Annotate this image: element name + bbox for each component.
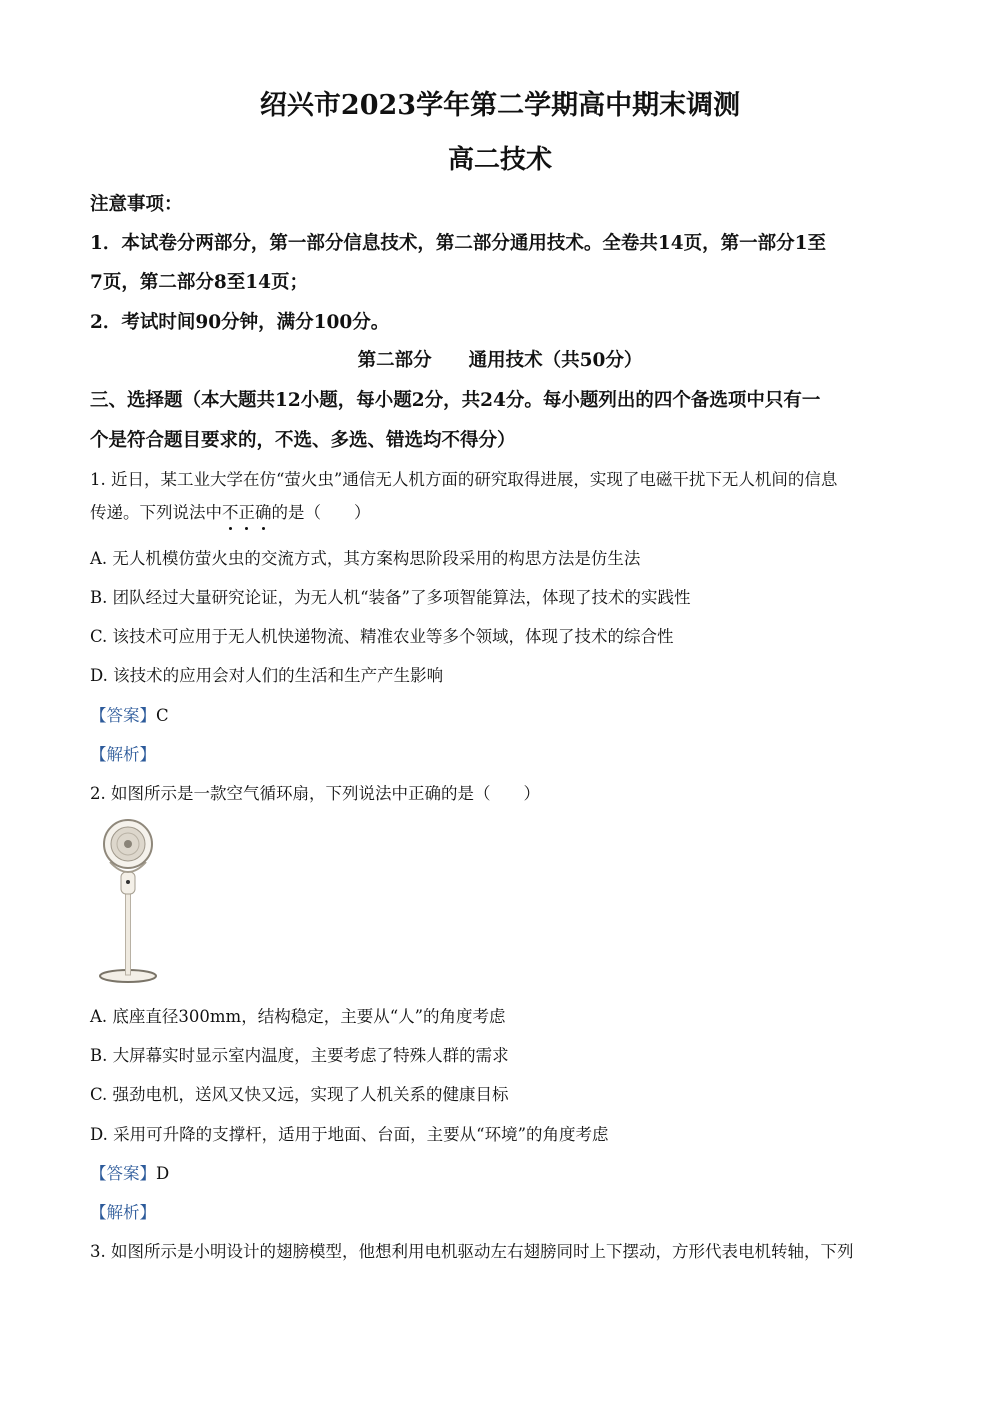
question-1-option-b: B. 团队经过大量研究论证，为无人机“装备”了多项智能算法，体现了技术的实践性 bbox=[90, 588, 691, 607]
exam-subtitle: 高二技术 bbox=[447, 145, 552, 175]
answer-label: 【答案】 bbox=[90, 1164, 156, 1183]
question-1-answer bbox=[90, 702, 908, 726]
question-2-stem: 2. 如图所示是一款空气循环扇，下列说法中正确的是（ ） bbox=[90, 784, 540, 803]
air-circulator-fan-image bbox=[96, 818, 160, 984]
section-three-line-2: 个是符合题目要求的，不选、多选、错选均不得分） bbox=[90, 430, 516, 451]
answer-value: D bbox=[156, 1164, 170, 1183]
notice-item-2: 2．考试时间90分钟，满分100分。 bbox=[90, 312, 390, 333]
emphasis-char: 不 bbox=[222, 503, 239, 522]
question-3-stem: 3. 如图所示是小明设计的翅膀模型，他想利用电机驱动左右翅膀同时上下摆动，方形代表电机转轴，下列 bbox=[90, 1242, 854, 1261]
question-1-analysis-label: 【解析】 bbox=[90, 745, 156, 764]
emphasis-char: 正 bbox=[238, 503, 255, 522]
answer-label: 【答案】 bbox=[90, 706, 156, 725]
question-2-answer bbox=[90, 1160, 908, 1184]
question-2-option-b: B. 大屏幕实时显示室内温度，主要考虑了特殊人群的需求 bbox=[90, 1046, 509, 1065]
question-1-stem-line-2 bbox=[90, 499, 908, 523]
question-2-analysis-label: 【解析】 bbox=[90, 1203, 156, 1222]
part-two-heading: 第二部分 通用技术（共50分） bbox=[357, 350, 643, 371]
notice-item-1-line-1: 1．本试卷分两部分，第一部分信息技术，第二部分通用技术。全卷共14页，第一部分1至 bbox=[90, 233, 826, 254]
emphasis-char: 确 bbox=[255, 503, 272, 522]
answer-value: C bbox=[156, 706, 169, 725]
question-1-option-d: D. 该技术的应用会对人们的生活和生产产生影响 bbox=[90, 666, 444, 685]
question-2-option-c: C. 强劲电机，送风又快又远，实现了人机关系的健康目标 bbox=[90, 1085, 509, 1104]
question-1-option-c: C. 该技术可应用于无人机快递物流、精准农业等多个领域，体现了技术的综合性 bbox=[90, 627, 674, 646]
question-1-stem-prefix: 传递。下列说法中 bbox=[90, 503, 222, 522]
question-1-option-a: A. 无人机模仿萤火虫的交流方式，其方案构思阶段采用的构思方法是仿生法 bbox=[90, 549, 641, 568]
question-1-stem-line-1: 1. 近日，某工业大学在仿“萤火虫”通信无人机方面的研究取得进展，实现了电磁干扰下无人机间的信息 bbox=[90, 470, 838, 489]
notice-item-1-line-2: 7页，第二部分8至14页； bbox=[90, 272, 308, 293]
exam-title: 绍兴市2023学年第二学期高中期末调测 bbox=[259, 90, 741, 121]
question-2-option-a: A. 底座直径300mm，结构稳定，主要从“人”的角度考虑 bbox=[90, 1007, 506, 1026]
notice-heading: 注意事项： bbox=[90, 194, 183, 215]
question-2-option-d: D. 采用可升降的支撑杆，适用于地面、台面，主要从“环境”的角度考虑 bbox=[90, 1125, 609, 1144]
question-1-stem-suffix: 的是（ ） bbox=[271, 503, 371, 522]
section-three-line-1: 三、选择题（本大题共12小题，每小题2分，共24分。每小题列出的四个备选项中只有一 bbox=[90, 390, 821, 411]
